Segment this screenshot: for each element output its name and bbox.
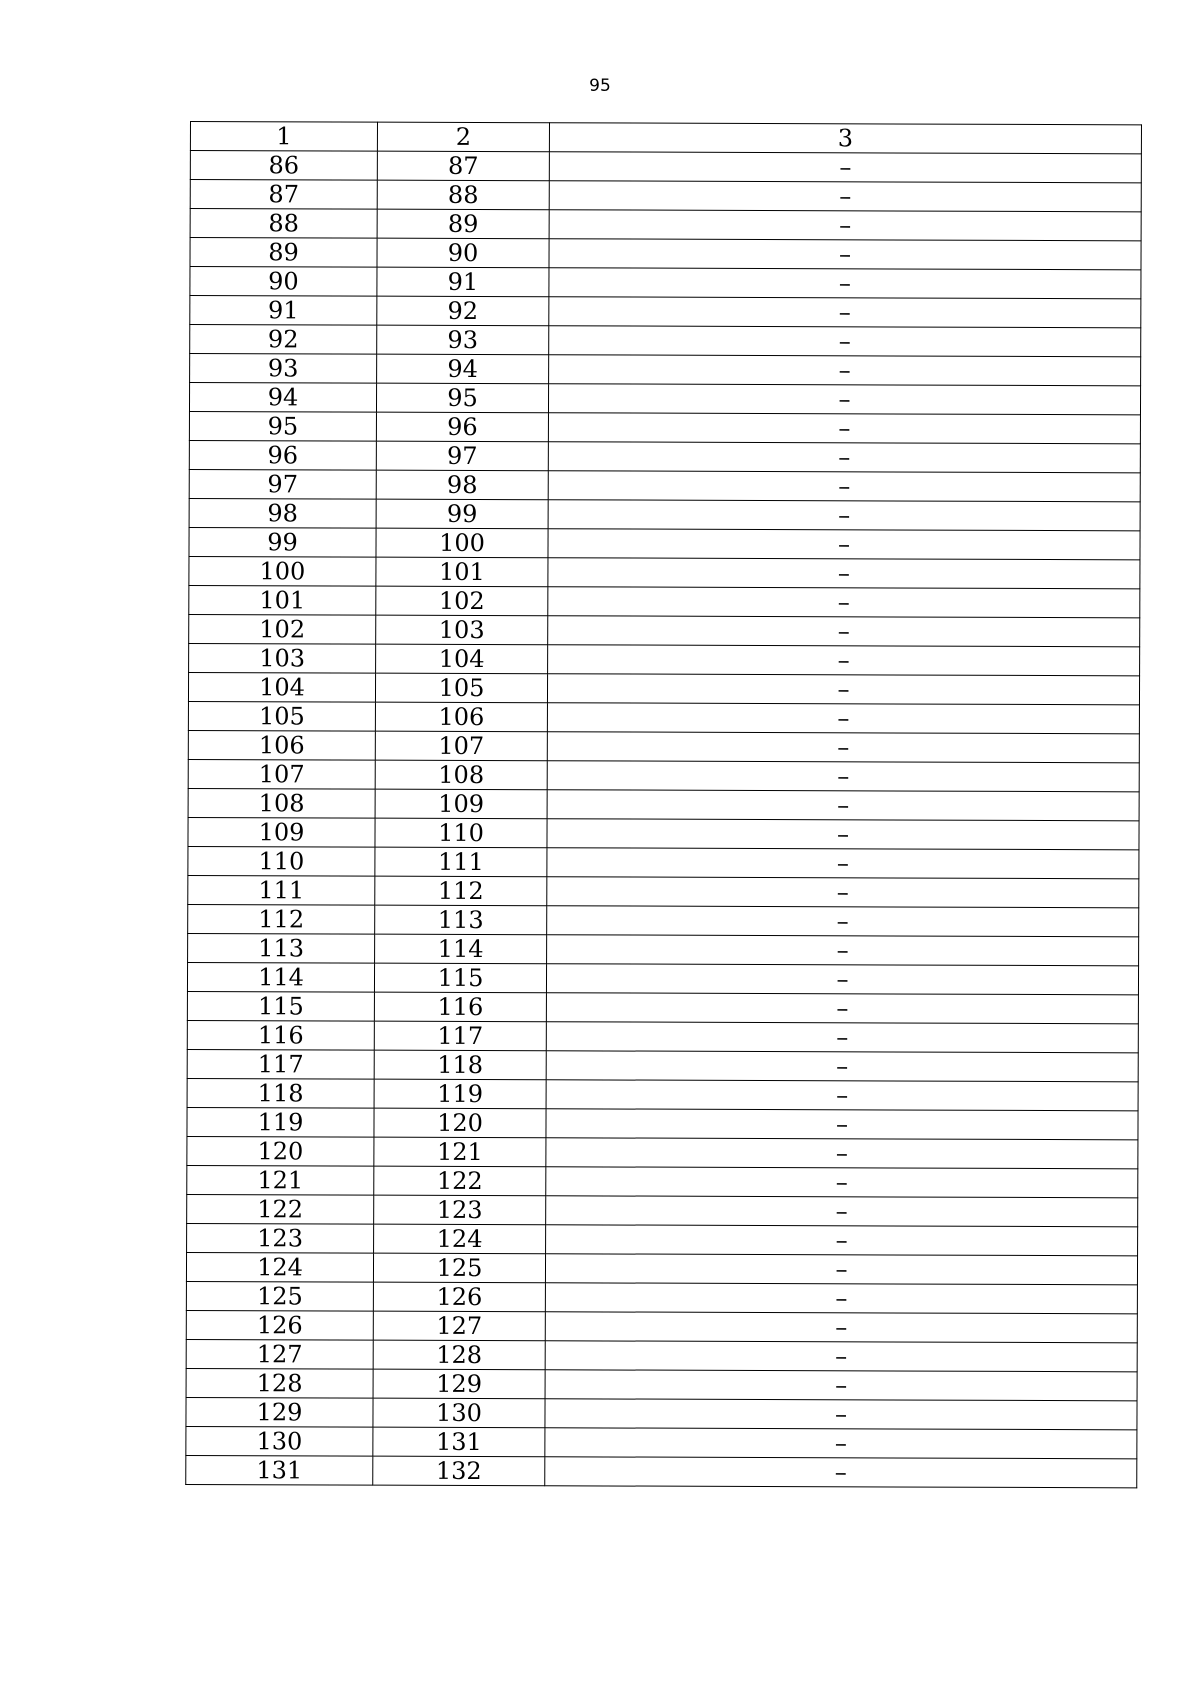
table-cell-col-2: 127 — [373, 1311, 545, 1341]
table-cell-col-1: 112 — [188, 904, 375, 934]
table-cell-col-3: – — [545, 1341, 1137, 1372]
table-cell-col-1: 103 — [189, 643, 376, 673]
table-cell-col-1: 125 — [186, 1281, 373, 1311]
table-cell-col-3: – — [546, 1196, 1138, 1227]
table-cell-col-3: – — [547, 848, 1139, 879]
table-cell-col-1: 114 — [187, 962, 374, 992]
table-cell-col-3: – — [545, 1283, 1137, 1314]
table-row — [187, 1078, 1138, 1110]
table-cell-col-1: 118 — [187, 1078, 374, 1108]
table-row — [186, 1339, 1137, 1371]
table-cell-col-2: 126 — [373, 1282, 545, 1312]
table-cell-col-2: 125 — [373, 1253, 545, 1283]
table-cell-col-3: – — [547, 732, 1139, 763]
table-cell-col-3: – — [549, 181, 1141, 212]
table-row — [190, 354, 1141, 386]
table-cell-col-2: 108 — [375, 760, 547, 790]
table-cell-col-1: 100 — [189, 556, 376, 586]
table-cell-col-1: 92 — [190, 325, 377, 355]
table-cell-col-3: – — [547, 790, 1139, 821]
table-cell-col-2: 106 — [375, 702, 547, 732]
table-cell-col-1: 131 — [186, 1455, 373, 1485]
table-cell-col-1: 108 — [188, 788, 375, 818]
table-row — [189, 411, 1140, 443]
table-cell-col-1: 98 — [189, 498, 376, 528]
table-cell-col-2: 128 — [373, 1340, 545, 1370]
table-cell-col-3: – — [548, 616, 1140, 647]
table-row — [189, 469, 1140, 501]
table-cell-col-1: 105 — [188, 701, 375, 731]
table-cell-col-3: – — [545, 1457, 1137, 1488]
table-cell-col-3: – — [549, 239, 1141, 270]
column-header-1: 1 — [190, 122, 377, 152]
table-cell-col-1: 129 — [186, 1397, 373, 1427]
table-cell-col-1: 94 — [189, 383, 376, 413]
table-cell-col-1: 115 — [187, 991, 374, 1021]
table-row — [188, 672, 1139, 704]
table-row — [188, 759, 1139, 791]
table-cell-col-1: 109 — [188, 817, 375, 847]
table-row — [188, 846, 1139, 878]
table-row — [189, 556, 1140, 588]
table-cell-col-1: 119 — [187, 1107, 374, 1137]
table-cell-col-1: 89 — [190, 238, 377, 268]
table-cell-col-2: 122 — [374, 1166, 546, 1196]
table-row — [190, 267, 1141, 299]
table-row — [188, 788, 1139, 820]
table-cell-col-2: 100 — [376, 528, 548, 558]
table-row — [188, 730, 1139, 762]
table-row — [190, 151, 1141, 183]
table-cell-col-3: – — [548, 529, 1140, 560]
table-cell-col-3: – — [545, 1399, 1137, 1430]
table-cell-col-2: 132 — [373, 1456, 545, 1486]
table-row — [187, 1049, 1138, 1081]
table-cell-col-2: 92 — [377, 296, 549, 326]
table-cell-col-2: 119 — [374, 1079, 546, 1109]
table-row — [188, 701, 1139, 733]
table-cell-col-3: – — [546, 1167, 1138, 1198]
table-row — [186, 1252, 1137, 1284]
table-cell-col-1: 95 — [189, 411, 376, 441]
table-cell-col-2: 120 — [374, 1108, 546, 1138]
table-cell-col-2: 89 — [377, 209, 549, 239]
table-cell-col-3: – — [546, 1022, 1138, 1053]
table-cell-col-1: 97 — [189, 469, 376, 499]
table-row — [186, 1397, 1137, 1429]
data-table — [185, 121, 1142, 1488]
table-cell-col-1: 107 — [188, 759, 375, 789]
table-cell-col-2: 117 — [374, 1021, 546, 1051]
table-cell-col-1: 124 — [186, 1252, 373, 1282]
table-row — [190, 296, 1141, 328]
table-cell-col-1: 90 — [190, 267, 377, 297]
table-cell-col-3: – — [547, 674, 1139, 705]
table-cell-col-1: 101 — [189, 585, 376, 615]
table-cell-col-2: 116 — [374, 992, 546, 1022]
table-cell-col-3: – — [549, 268, 1141, 299]
table-cell-col-1: 86 — [190, 151, 377, 181]
table-cell-col-2: 131 — [373, 1427, 545, 1457]
table-row — [187, 1107, 1138, 1139]
table-cell-col-3: – — [548, 645, 1140, 676]
table-row — [186, 1368, 1137, 1400]
table-cell-col-2: 110 — [375, 818, 547, 848]
table-cell-col-1: 99 — [189, 527, 376, 557]
table-cell-col-2: 112 — [375, 876, 547, 906]
column-header-3: 3 — [549, 123, 1141, 154]
table-cell-col-3: – — [546, 1051, 1138, 1082]
table-cell-col-3: – — [546, 1080, 1138, 1111]
table-body — [186, 122, 1142, 1488]
table-cell-col-2: 111 — [375, 847, 547, 877]
table-cell-col-2: 90 — [377, 238, 549, 268]
table-row — [189, 527, 1140, 559]
table-cell-col-1: 106 — [188, 730, 375, 760]
table-cell-col-2: 121 — [374, 1137, 546, 1167]
table-row — [187, 962, 1138, 994]
table-cell-col-3: – — [548, 471, 1140, 502]
table-row — [190, 238, 1141, 270]
table-row — [186, 1455, 1137, 1487]
table-row — [186, 1281, 1137, 1313]
table-row — [186, 1426, 1137, 1458]
table-cell-col-3: – — [546, 1138, 1138, 1169]
table-row — [190, 209, 1141, 241]
table-cell-col-1: 113 — [188, 933, 375, 963]
table-cell-col-3: – — [546, 1109, 1138, 1140]
table-cell-col-2: 107 — [375, 731, 547, 761]
table-row — [189, 383, 1140, 415]
table-row — [188, 817, 1139, 849]
table-row — [187, 1165, 1138, 1197]
column-header-2: 2 — [377, 122, 549, 152]
table-cell-col-1: 120 — [187, 1136, 374, 1166]
table-row — [189, 614, 1140, 646]
table-cell-col-3: – — [545, 1428, 1137, 1459]
table-row — [188, 904, 1139, 936]
table-cell-col-1: 121 — [187, 1165, 374, 1195]
table-cell-col-3: – — [547, 877, 1139, 908]
table-cell-col-1: 87 — [190, 180, 377, 210]
table-cell-col-3: – — [549, 355, 1141, 386]
table-cell-col-2: 93 — [377, 325, 549, 355]
table-cell-col-2: 95 — [376, 383, 548, 413]
table-cell-col-3: – — [546, 993, 1138, 1024]
table-cell-col-3: – — [545, 1370, 1137, 1401]
table-cell-col-2: 99 — [376, 499, 548, 529]
table-cell-col-2: 88 — [377, 180, 549, 210]
table-cell-col-3: – — [547, 761, 1139, 792]
table-cell-col-2: 103 — [376, 615, 548, 645]
table-cell-col-1: 130 — [186, 1426, 373, 1456]
table-cell-col-3: – — [545, 1254, 1137, 1285]
table-cell-col-2: 96 — [376, 412, 548, 442]
table-header-row — [190, 122, 1141, 154]
table-cell-col-2: 124 — [374, 1224, 546, 1254]
table-cell-col-1: 123 — [187, 1223, 374, 1253]
table-cell-col-2: 114 — [375, 934, 547, 964]
table-cell-col-3: – — [549, 326, 1141, 357]
page-number: 95 — [589, 76, 611, 96]
table-cell-col-2: 97 — [376, 441, 548, 471]
table-cell-col-1: 96 — [189, 440, 376, 470]
table-row — [189, 585, 1140, 617]
table-cell-col-2: 102 — [376, 586, 548, 616]
table-cell-col-1: 116 — [187, 1020, 374, 1050]
table-row — [189, 643, 1140, 675]
table-cell-col-2: 129 — [373, 1369, 545, 1399]
table-cell-col-1: 117 — [187, 1049, 374, 1079]
table-cell-col-3: – — [547, 906, 1139, 937]
table-cell-col-1: 110 — [188, 846, 375, 876]
table-cell-col-3: – — [548, 384, 1140, 415]
table-cell-col-2: 115 — [374, 963, 546, 993]
table-cell-col-3: – — [548, 442, 1140, 473]
table-cell-col-2: 98 — [376, 470, 548, 500]
table-row — [189, 498, 1140, 530]
table-cell-col-3: – — [547, 819, 1139, 850]
table-cell-col-3: – — [549, 152, 1141, 183]
table-row — [188, 933, 1139, 965]
table-cell-col-2: 109 — [375, 789, 547, 819]
table-cell-col-3: – — [546, 964, 1138, 995]
table-cell-col-3: – — [546, 1225, 1138, 1256]
table-row — [187, 991, 1138, 1023]
table-cell-col-1: 104 — [188, 672, 375, 702]
table-cell-col-1: 93 — [190, 354, 377, 384]
table-cell-col-2: 101 — [376, 557, 548, 587]
table-cell-col-3: – — [548, 413, 1140, 444]
table-cell-col-2: 130 — [373, 1398, 545, 1428]
table-cell-col-3: – — [548, 500, 1140, 531]
table-cell-col-1: 122 — [187, 1194, 374, 1224]
table-cell-col-1: 91 — [190, 296, 377, 326]
table-cell-col-3: – — [547, 935, 1139, 966]
table-cell-col-3: – — [547, 703, 1139, 734]
table-cell-col-3: – — [545, 1312, 1137, 1343]
table-cell-col-3: – — [549, 297, 1141, 328]
table-cell-col-1: 102 — [189, 614, 376, 644]
table-row — [187, 1136, 1138, 1168]
table-cell-col-1: 111 — [188, 875, 375, 905]
table-row — [187, 1194, 1138, 1226]
table-cell-col-2: 118 — [374, 1050, 546, 1080]
table-cell-col-2: 105 — [375, 673, 547, 703]
table-cell-col-3: – — [548, 587, 1140, 618]
table-row — [190, 325, 1141, 357]
table-cell-col-3: – — [548, 558, 1140, 589]
table-cell-col-2: 87 — [377, 151, 549, 181]
table-row — [187, 1223, 1138, 1255]
table-cell-col-2: 104 — [376, 644, 548, 674]
table-cell-col-1: 127 — [186, 1339, 373, 1369]
table-row — [189, 440, 1140, 472]
table-cell-col-3: – — [549, 210, 1141, 241]
table-cell-col-1: 128 — [186, 1368, 373, 1398]
table-row — [186, 1310, 1137, 1342]
table-row — [190, 180, 1141, 212]
table-cell-col-1: 88 — [190, 209, 377, 239]
table-row — [187, 1020, 1138, 1052]
table-cell-col-2: 94 — [377, 354, 549, 384]
table-cell-col-2: 91 — [377, 267, 549, 297]
table-row — [188, 875, 1139, 907]
table-cell-col-2: 123 — [374, 1195, 546, 1225]
table-cell-col-1: 126 — [186, 1310, 373, 1340]
table-cell-col-2: 113 — [375, 905, 547, 935]
